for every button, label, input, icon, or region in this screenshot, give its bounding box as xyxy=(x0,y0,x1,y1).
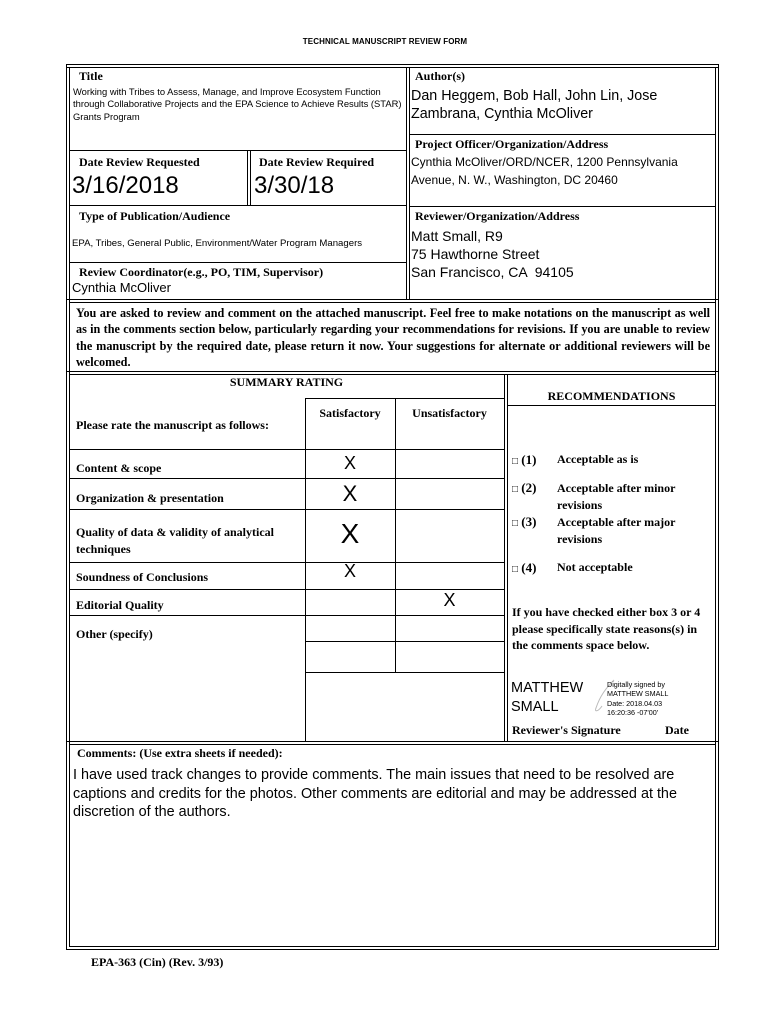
recommendation-1[interactable] xyxy=(512,452,536,468)
instructions-text: You are asked to review and comment on the attached manuscript. Feel free to make notations on the manuscript as well as in the comments section below, particularly regarding your recommendations for revisions. If you are unable to review the manuscript by the required date, please return it now. Your suggestions for alternate or additional reviewers will be welcomed. xyxy=(76,306,710,369)
coordinator-value: Cynthia McOliver xyxy=(72,280,171,295)
reviewer-label: Reviewer/Organization/Address xyxy=(415,209,580,223)
digital-signature-line2: MATTHEW SMALL xyxy=(607,689,669,698)
recommendation-4[interactable] xyxy=(512,560,536,576)
reviewer-line1: Matt Small, R9 xyxy=(411,228,503,244)
date-requested-value: 3/16/2018 xyxy=(72,172,179,199)
recommendation-4-text: Not acceptable xyxy=(557,560,633,574)
form-heading: TECHNICAL MANUSCRIPT REVIEW FORM xyxy=(302,37,468,46)
recommendation-3-num: (3) xyxy=(521,514,537,529)
recommendation-1-num: (1) xyxy=(521,452,537,467)
recommendations-heading: RECOMMENDATIONS xyxy=(547,389,676,403)
checkbox-icon[interactable]: □ xyxy=(512,564,519,575)
recommendation-4-num: (4) xyxy=(521,560,537,575)
rating-mark-editorial-unsatisfactory[interactable]: X xyxy=(443,590,456,610)
reviewer-line2: 75 Hawthorne Street xyxy=(411,246,540,262)
form-number: EPA-363 (Cin) (Rev. 3/93) xyxy=(91,955,224,969)
signature-name-line2: SMALL xyxy=(511,699,559,715)
digital-signature-line3: Date: 2018.04.03 xyxy=(607,699,663,708)
recommendation-2-text: Acceptable after minor revisions xyxy=(557,481,676,512)
rating-mark-quality-satisfactory[interactable]: X xyxy=(340,518,360,549)
project-officer-label: Project Officer/Organization/Address xyxy=(415,137,609,151)
col-unsatisfactory: Unsatisfactory xyxy=(412,406,487,420)
recommendation-2-num: (2) xyxy=(521,480,537,495)
date-required-label: Date Review Required xyxy=(259,155,375,169)
digital-signature-line4: 16:20:36 -07'00' xyxy=(607,708,659,717)
col-satisfactory: Satisfactory xyxy=(319,406,381,420)
signature-date-label: Date xyxy=(665,723,689,737)
summary-heading: SUMMARY RATING xyxy=(229,375,344,389)
recommendations-note: If you have checked either box 3 or 4 please specifically state reasons(s) in the comments space below. xyxy=(512,605,701,653)
recommendation-3[interactable] xyxy=(512,514,536,530)
authors-label: Author(s) xyxy=(415,69,465,83)
comments-text[interactable]: I have used track changes to provide comments. The main issues that need to be resolved are captions and credits for the photos. Other comments are editorial and may be addressed at the discretion of the authors. xyxy=(73,767,677,820)
date-required-value: 3/30/18 xyxy=(254,172,335,199)
rating-label-editorial: Editorial Quality xyxy=(76,598,164,612)
publication-label: Type of Publication/Audience xyxy=(79,209,231,223)
rating-label-other: Other (specify) xyxy=(76,627,153,641)
project-officer-value: Cynthia McOliver/ORD/NCER, 1200 Pennsylvania Avenue, N. W., Washington, DC 20460 xyxy=(411,155,678,187)
title-value: Working with Tribes to Assess, Manage, and Improve Ecosystem Function through Collaborative Projects and the EPA Science to Achieve Results (STAR) Grants Program xyxy=(73,86,402,122)
rating-label-content: Content & scope xyxy=(76,461,162,475)
digital-signature-line1: Digitally signed by xyxy=(607,680,665,689)
checkbox-icon[interactable]: □ xyxy=(512,518,519,529)
signature-name-line1: MATTHEW xyxy=(511,680,584,696)
recommendation-3-text: Acceptable after major revisions xyxy=(557,515,676,546)
checkbox-icon[interactable]: □ xyxy=(512,456,519,467)
publication-value: EPA, Tribes, General Public, Environment/Water Program Managers xyxy=(72,238,363,249)
rating-label-organization: Organization & presentation xyxy=(76,491,224,505)
recommendation-2[interactable] xyxy=(512,480,536,496)
checkbox-icon[interactable]: □ xyxy=(512,484,519,495)
rating-mark-content-satisfactory[interactable]: X xyxy=(343,453,356,473)
rating-label-quality: Quality of data & validity of analytical techniques xyxy=(76,525,274,556)
reviewer-signature-label: Reviewer's Signature xyxy=(512,723,621,737)
coordinator-label: Review Coordinator(e.g., PO, TIM, Supervisor) xyxy=(79,265,324,279)
reviewer-line3: San Francisco, CA 94105 xyxy=(411,264,574,280)
rating-label-soundness: Soundness of Conclusions xyxy=(76,570,209,584)
authors-value: Dan Heggem, Bob Hall, John Lin, Jose Zambrana, Cynthia McOliver xyxy=(411,88,658,122)
summary-prompt: Please rate the manuscript as follows: xyxy=(76,418,269,432)
title-label: Title xyxy=(79,69,103,83)
rating-mark-soundness-satisfactory[interactable]: X xyxy=(343,561,356,581)
recommendation-1-text: Acceptable as is xyxy=(557,452,639,466)
rating-mark-organization-satisfactory[interactable]: X xyxy=(342,481,358,506)
comments-label: Comments: (Use extra sheets if needed): xyxy=(77,746,283,760)
date-requested-label: Date Review Requested xyxy=(79,155,200,169)
